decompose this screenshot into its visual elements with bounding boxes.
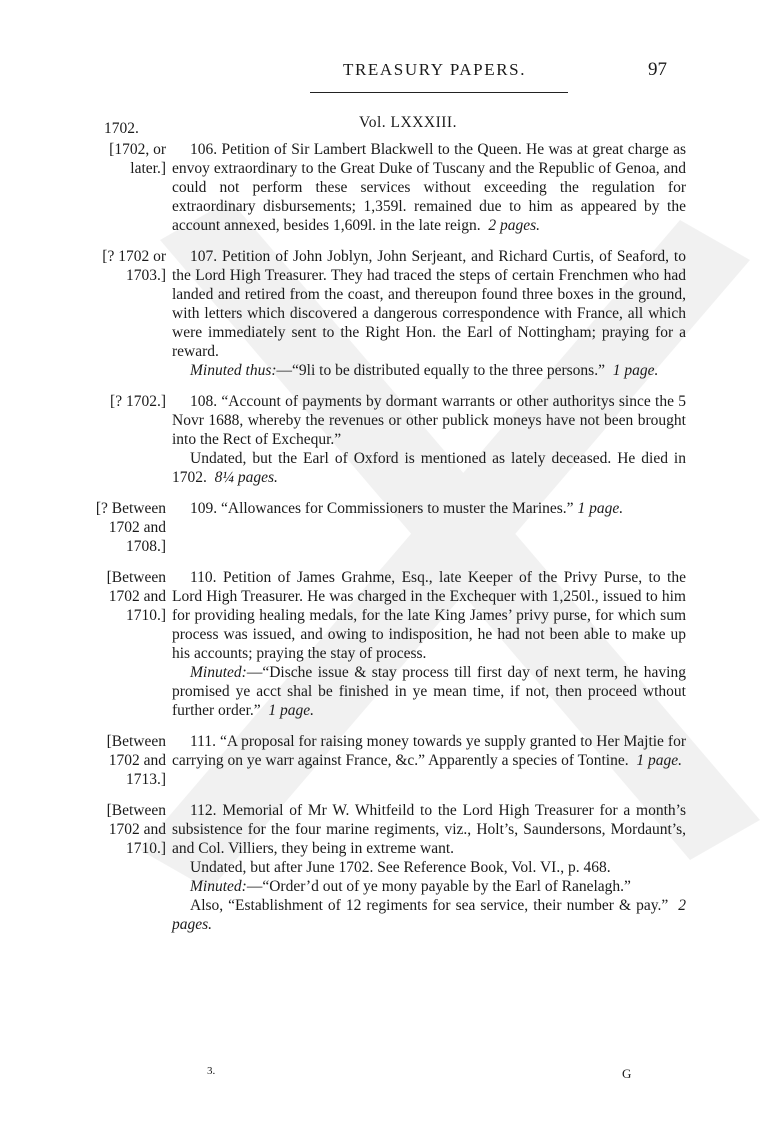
note: Undated, but the Earl of Oxford is mentioned as lately deceased. He died in 1702. 8¼ pages. <box>172 450 686 486</box>
entry-text: 107. Petition of John Joblyn, John Serjeant, and Richard Curtis, of Seaford, to the Lord High Treasurer. They had traced the steps of certain Frenchmen who had landed and retired from the coast, and thereupon found three boxes in the ground, with letters which discovered a dangerous correspondence with France, all which were immediately sent to the Right Hon. the Earl of Nottingham; praying for a reward. <box>172 248 686 360</box>
entry-text: 112. Memorial of Mr W. Whitfeild to the Lord High Treasurer for a month’s subsistence for the four marine regiments, viz., Holt’s, Saundersons, Mordaunt’s, and Col. Villiers, they being in extreme want. <box>172 802 686 857</box>
page-content <box>0 112 768 946</box>
year-label: 1702. <box>104 120 139 137</box>
entry-text: 110. Petition of James Grahme, Esq., late Keeper of the Privy Purse, to the Lord High Treasurer. He was charged in the Exchequer with 1,250l., issued to him for providing healing medals, for the late King James’ privy purse, for which sum process was issued, and owing to indisposition, he had not been able to make up his accounts; praying the stay of process. <box>172 569 686 662</box>
entry-date: [? Between 1702 and 1708.] <box>95 500 166 555</box>
entry-body <box>172 732 686 789</box>
pages-count: 1 page. <box>636 752 682 769</box>
entry-body <box>172 499 686 556</box>
entry-date: [? 1702 or 1703.] <box>102 248 166 284</box>
entry-111 <box>0 732 768 789</box>
signature-mark: 3. <box>207 1065 216 1077</box>
entry-108 <box>0 392 768 487</box>
entry-110 <box>0 568 768 720</box>
header-rule <box>310 92 568 93</box>
page-header <box>0 60 768 90</box>
entry-date: [1702, or later.] <box>109 141 166 177</box>
entry-106 <box>0 140 768 235</box>
pages-count: 8¼ pages. <box>214 469 278 486</box>
pages-count: 2 pages. <box>172 897 686 933</box>
entry-text: 106. Petition of Sir Lambert Blackwell to the Queen. He was at great charge as envoy extraordinary to the Great Duke of Tuscany and the Republic of Genoa, and could not perform these services without exceeding the regulation for extraordinary disbursements; 1,359l. remained due to him as appeared by the account annexed, besides 1,609l. in the late reign. 2 pages. <box>172 141 686 234</box>
pages-count: 1 page. <box>268 702 315 719</box>
entry-body <box>172 140 686 235</box>
pages-count: 2 pages. <box>488 217 541 234</box>
running-title: TREASURY PAPERS. <box>343 60 527 79</box>
minute: Minuted thus:—“9li to be distributed equally to the three persons.” 1 page. <box>190 362 659 379</box>
volume-title: Vol. LXXXIII. <box>359 114 457 131</box>
entry-date: [? 1702.] <box>110 393 166 410</box>
minute: Minuted:—“Order’d out of ye mony payable by the Earl of Ranelagh.” <box>190 878 631 895</box>
entry-date: [Between 1702 and 1713.] <box>106 733 166 788</box>
signature-letter: G <box>622 1066 632 1081</box>
pages-count: 1 page. <box>577 500 624 517</box>
note: Undated, but after June 1702. See Reference Book, Vol. VI., p. 468. <box>190 859 611 876</box>
entry-date: [Between 1702 and 1710.] <box>106 802 166 857</box>
page-number: 97 <box>648 59 667 80</box>
minute: Minuted:—“Dische issue & stay process till first day of next term, he having promised ye acct shal be finished in ye mean time, if not, then proceed wthout further order.” 1 page. <box>172 664 686 719</box>
entry-109 <box>0 499 768 556</box>
volume-row <box>0 112 768 140</box>
entry-body <box>172 392 686 487</box>
entry-text: 111. “A proposal for raising money towards ye supply granted to Her Majtie for carrying on ye warr against France, &c.” Apparently a species of Tontine. 1 page. <box>172 733 686 769</box>
entry-112 <box>0 801 768 934</box>
entry-body <box>172 801 686 934</box>
entry-body <box>172 568 686 720</box>
entry-body <box>172 247 686 380</box>
entry-107 <box>0 247 768 380</box>
pages-count: 1 page. <box>612 362 659 379</box>
entry-text: 109. “Allowances for Commissioners to muster the Marines.” 1 page. <box>190 500 624 517</box>
entry-date: [Between 1702 and 1710.] <box>106 569 166 624</box>
also-note: Also, “Establishment of 12 regiments for sea service, their number & pay.” 2 pages. <box>172 897 686 933</box>
entry-text: 108. “Account of payments by dormant warrants or other authoritys since the 5 Novr 1688, whereby the revenues or other publick moneys have not been brought into the Rect of Exchequr.” <box>172 393 686 448</box>
